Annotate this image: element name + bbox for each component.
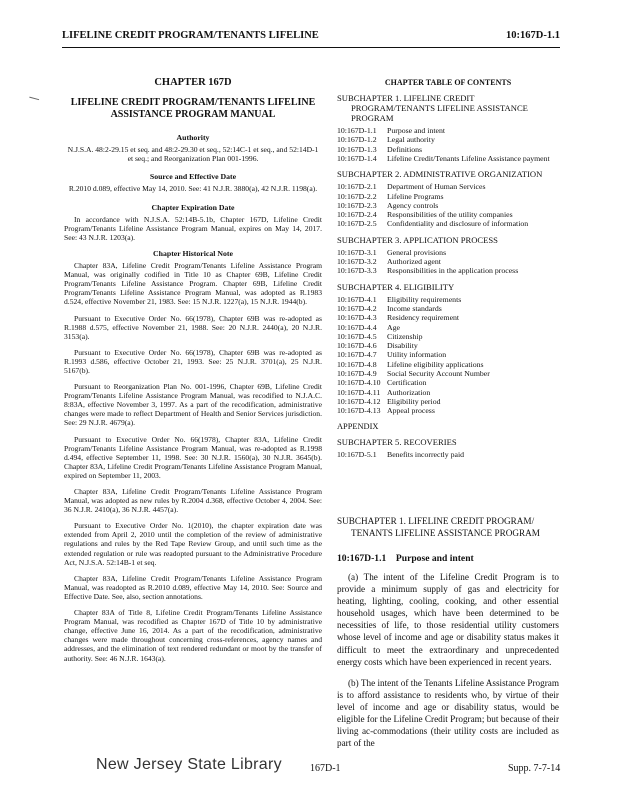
toc-entry[interactable] <box>337 201 559 210</box>
toc-entry[interactable] <box>337 210 559 219</box>
paragraph-a: (a) The intent of the Lifeline Credit Program is to provide a minimum supply of gas and electricity for heating, lighting, cooling, cooking, and other essential household usages, which have been determined to be necessities of life, to those residential utility customers whose level of income and age or disability status makes it difficult to meet the extraordinary and unprecedented energy costs which have been experienced in recent years. <box>337 572 559 667</box>
history-note: Chapter 83A, Lifeline Credit Program/Tenants Lifeline Assistance Program Manual, was originally codified in Title 10 as Chapter 69B, Lifeline Credit Program/Tenants Lifeline Assistance Program. Chapter 69B, Lifeline Credit Program/Tenants Lifeline Assistance Program Manual, was adopted as R.1983 d.524, effective November 21, 1983. See: 15 N.J.R. 1227(a), 15 N.J.R. 1944(b). <box>64 261 322 307</box>
toc-entry-title: Citizenship <box>387 331 423 341</box>
history-note: Pursuant to Executive Order No. 66(1978), Chapter 83A, Lifeline Credit Program/Tenants Lifeline Assistance Program Manual, was re-adopted as R.1998 d.494, effective September 11, 1998. See: 30 N.J.R. 1560(a), 30 N.J.R. 3645(b). Chapter 83A, Lifeline Credit Program/Tenants Lifeline Assistance Program Manual, expired on September 11, 2003. <box>64 434 322 480</box>
toc-entry-number: 10:167D-2.4 <box>337 210 377 220</box>
toc-entry-number: 10:167D-4.1 <box>337 294 377 304</box>
toc-subchapter-label: SUBCHAPTER 2. <box>337 169 402 180</box>
toc-entry[interactable] <box>337 341 559 350</box>
supplement-date: Supp. 7-7-14 <box>508 763 561 774</box>
toc-entry-number: 10:167D-2.3 <box>337 200 377 210</box>
toc-entry[interactable] <box>337 182 559 191</box>
toc-entry[interactable] <box>337 323 559 332</box>
toc-entry-number: 10:167D-3.2 <box>337 257 377 267</box>
history-note: Chapter 83A of Title 8, Lifeline Credit Program/Tenants Lifeline Assistance Program Manual, was recodified as Chapter 167D of Title 10 by administrative change, effective June 16, 2014. As a part of the recodification, administrative changes were made throughout concerning cross-references, agency names and addresses, and the elimination of text rendered redundant or moot by the transfer of authority. See: 46 N.J.R. 1643(a). <box>64 608 322 663</box>
toc-entry[interactable] <box>337 388 559 397</box>
toc-entry-title: Eligibility requirements <box>387 294 462 304</box>
authority-heading: Authority <box>176 133 210 143</box>
toc-entry-number: 10:167D-4.7 <box>337 350 377 360</box>
toc-entry-number: 10:167D-2.5 <box>337 219 377 229</box>
toc-entry[interactable] <box>337 397 559 406</box>
toc-entry[interactable] <box>337 378 559 387</box>
toc-subchapter-heading <box>337 93 559 123</box>
toc-subchapter-label: SUBCHAPTER 3. <box>337 234 402 245</box>
toc-entry-number: 10:167D-4.4 <box>337 322 377 332</box>
chapter-number: CHAPTER 167D <box>154 77 232 88</box>
toc-entry-number: 10:167D-4.9 <box>337 369 377 379</box>
page-number: 167D-1 <box>310 763 341 774</box>
toc-entry-number: 10:167D-1.1 <box>337 126 377 136</box>
toc-entry-number: 10:167D-1.2 <box>337 135 377 145</box>
toc-subchapter-title: APPLICATION PROCESS <box>403 234 498 245</box>
toc-subchapter-label: SUBCHAPTER 1. <box>337 93 402 104</box>
toc-entry[interactable] <box>337 135 559 144</box>
section-title: Purpose and intent <box>395 553 474 564</box>
toc-entry[interactable] <box>337 406 559 415</box>
toc-entry[interactable] <box>337 450 559 459</box>
toc-entry[interactable] <box>337 126 559 135</box>
toc-entry-title: Confidentiality and disclosure of information <box>387 219 529 229</box>
toc-entry-number: 10:167D-4.10 <box>337 378 381 388</box>
toc-entry-number: 10:167D-3.3 <box>337 266 377 276</box>
toc-entry-number: 10:167D-5.1 <box>337 449 377 459</box>
toc-entry[interactable] <box>337 360 559 369</box>
toc-entry-title: Disability <box>387 341 418 351</box>
toc-entry-title: Certification <box>387 378 427 388</box>
subchapter-heading <box>337 515 559 539</box>
left-column <box>64 78 322 670</box>
toc-subchapter <box>337 282 559 416</box>
toc-entry-title: Legal authority <box>387 135 435 145</box>
toc-subchapter-heading <box>337 235 559 245</box>
toc-subchapter-title: ADMINISTRATIVE ORGANIZATION <box>403 169 543 180</box>
toc-subchapter-heading <box>337 169 559 179</box>
toc-entry-title: Lifeline eligibility applications <box>387 359 484 369</box>
history-heading: Chapter Historical Note <box>153 248 233 258</box>
toc-entry-number: 10:167D-2.2 <box>337 191 377 201</box>
history-note: Pursuant to Executive Order No. 66(1978), Chapter 69B was re-adopted as R.1988 d.575, effective November 21, 1988. See: 20 N.J.R. 2440(a), 20 N.J.R. 3153(a). <box>64 313 322 341</box>
toc-subchapter-title: LIFELINE CREDIT <box>403 93 475 104</box>
toc-subchapter-title: ELIGIBILITY <box>403 281 455 292</box>
toc-subchapter-label: SUBCHAPTER 5. <box>337 436 402 447</box>
toc-entry-title: Age <box>387 322 400 332</box>
subchapter-heading-line1: SUBCHAPTER 1. LIFELINE CREDIT PROGRAM/ <box>337 516 535 526</box>
subchapter-heading-line2: TENANTS LIFELINE ASSISTANCE PROGRAM <box>351 528 540 538</box>
table-of-contents <box>337 78 559 459</box>
toc-entry-title: Eligibility period <box>387 396 441 406</box>
toc-entry-number: 10:167D-4.3 <box>337 313 377 323</box>
toc-subchapter-title: PROGRAM/TENANTS LIFELINE ASSISTANCE <box>351 103 528 114</box>
toc-appendix: APPENDIX <box>337 421 379 431</box>
toc-entry[interactable] <box>337 154 559 163</box>
toc-entry-number: 10:167D-4.6 <box>337 341 377 351</box>
toc-entry[interactable] <box>337 219 559 228</box>
margin-mark <box>29 91 40 100</box>
toc-entry[interactable] <box>337 304 559 313</box>
section-number: 10:167D-1.1 <box>337 553 387 564</box>
paragraph-b: (b) The intent of the Tenants Lifeline Assistance Program is to afford assistance to residents who, by virtue of their level of income and age or disability status, would be eligible for the Lifeline Credit Program; but because of their living ac-commodations (their utility costs are included as part of the <box>337 677 559 749</box>
section-heading <box>337 553 474 564</box>
header-title: LIFELINE CREDIT PROGRAM/TENANTS LIFELINE <box>62 30 319 41</box>
toc-entry-number: 10:167D-4.12 <box>337 396 381 406</box>
toc-entry[interactable] <box>337 350 559 359</box>
toc-entry[interactable] <box>337 313 559 322</box>
toc-entry-number: 10:167D-2.1 <box>337 182 377 192</box>
toc-entry-number: 10:167D-4.5 <box>337 331 377 341</box>
toc-subchapter-title: PROGRAM <box>351 113 394 124</box>
toc-entry-title: Responsibilities in the application process <box>387 266 519 276</box>
toc-entry-number: 10:167D-4.11 <box>337 387 381 397</box>
toc-subchapter <box>337 437 559 459</box>
chapter-title: LIFELINE CREDIT PROGRAM/TENANTS LIFELINE ASSISTANCE PROGRAM MANUAL <box>70 97 316 121</box>
toc-entry[interactable] <box>337 192 559 201</box>
toc-entry-number: 10:167D-4.8 <box>337 359 377 369</box>
history-note: Pursuant to Executive Order No. 66(1978), Chapter 69B was re-adopted as R.1993 d.586, effective October 21, 1993. See: 25 N.J.R. 3701(a), 25 N.J.R. 5167(b). <box>64 347 322 375</box>
history-note: Pursuant to Executive Order No. 1(2010), the chapter expiration date was extended from April 2, 2010 until the completion of the review of administrative regulations and rules by the Red Tape Review Group, and until such time as the extended regulation or rule was readopted pursuant to the Administrative Procedure Act, N.J.S.A. 52:14B-1 et seq. <box>64 521 322 567</box>
history-note: Pursuant to Reorganization Plan No. 001-1996, Chapter 69B, Lifeline Credit Program/Tenants Lifeline Assistance Program Manual, was recodified to N.J.A.C. 8:83A, effective November 3, 1997. As a part of the recodification, administrative changes were made to reflect Department of Health and Senior Services jurisdiction. See: 29 N.J.R. 4679(a). <box>64 382 322 428</box>
toc-entry[interactable] <box>337 295 559 304</box>
toc-title: CHAPTER TABLE OF CONTENTS <box>384 78 512 87</box>
toc-entry-title: Appeal process <box>387 406 435 416</box>
library-watermark: New Jersey State Library <box>96 756 282 773</box>
toc-entry-title: Purpose and intent <box>387 126 446 136</box>
toc-entry-title: Social Security Account Number <box>387 369 490 379</box>
toc-subchapter-heading <box>337 282 559 292</box>
source-text: R.2010 d.089, effective May 14, 2010. See: 41 N.J.R. 3880(a), 42 N.J.R. 1198(a). <box>68 184 318 194</box>
toc-entry-title: Residency requirement <box>387 313 460 323</box>
toc-subchapter <box>337 235 559 276</box>
toc-entry[interactable] <box>337 257 559 266</box>
toc-entry[interactable] <box>337 369 559 378</box>
toc-entry-title: Agency controls <box>387 200 439 210</box>
toc-entry-title: Lifeline Credit/Tenants Lifeline Assistance payment <box>387 153 550 163</box>
toc-entry-title: Responsibilities of the utility companies <box>387 210 513 220</box>
toc-entry-number: 10:167D-4.2 <box>337 303 377 313</box>
toc-subchapter <box>337 169 559 228</box>
source-heading: Source and Effective Date <box>149 172 237 182</box>
toc-subchapter-title: RECOVERIES <box>403 436 457 447</box>
toc-entry-title: Benefits incorrectly paid <box>387 449 465 459</box>
toc-entry-number: 10:167D-1.3 <box>337 144 377 154</box>
toc-entry-title: General provisions <box>387 247 447 257</box>
history-note: Chapter 83A, Lifeline Credit Program/Tenants Lifeline Assistance Program Manual, was readopted as R.2010 d.089, effective May 14, 2010. See: Source and Effective Date. See, also, section annotations. <box>64 573 322 601</box>
toc-entry[interactable] <box>337 145 559 154</box>
history-note: Chapter 83A, Lifeline Credit Program/Tenants Lifeline Assistance Program Manual, was adopted as new rules by R.2004 d.368, effective October 4, 2004. See: 36 N.J.R. 2410(a), 36 N.J.R. 4457(a). <box>64 487 322 515</box>
section-body <box>337 571 559 758</box>
authority-text: N.J.S.A. 48:2-29.15 et seq. and 48:2-29.30 et seq., 52:14C-1 et seq., and 52:14D-1 et seq.; and Reorganization Plan 001-1996. <box>67 145 319 164</box>
expiration-heading: Chapter Expiration Date <box>151 202 235 212</box>
header-rule <box>62 47 560 48</box>
toc-entry-title: Utility information <box>387 350 447 360</box>
toc-entry-number: 10:167D-1.4 <box>337 153 377 163</box>
header-section-number: 10:167D-1.1 <box>506 30 560 41</box>
toc-entry-title: Lifeline Programs <box>387 191 444 201</box>
history-notes <box>64 261 322 663</box>
running-header <box>62 30 560 44</box>
toc-entry-title: Department of Human Services <box>387 182 486 192</box>
toc-subchapter-heading <box>337 437 559 447</box>
toc-entry-number: 10:167D-4.13 <box>337 406 381 416</box>
toc-entry-title: Income standards <box>387 303 442 313</box>
toc-entry-title: Authorized agent <box>387 257 441 267</box>
toc-entry[interactable] <box>337 266 559 275</box>
toc-entry[interactable] <box>337 248 559 257</box>
toc-entry-title: Definitions <box>387 144 423 154</box>
toc-subchapter <box>337 93 559 163</box>
toc-entry-number: 10:167D-3.1 <box>337 247 377 257</box>
expiration-text: In accordance with N.J.S.A. 52:14B-5.1b, Chapter 167D, Lifeline Credit Program/Tenants Lifeline Assistance Program Manual, expires on May 14, 2017. See: 43 N.J.R. 1203(a). <box>64 214 322 242</box>
toc-subchapter-label: SUBCHAPTER 4. <box>337 281 402 292</box>
toc-entry[interactable] <box>337 332 559 341</box>
toc-entry-title: Authorization <box>387 387 431 397</box>
